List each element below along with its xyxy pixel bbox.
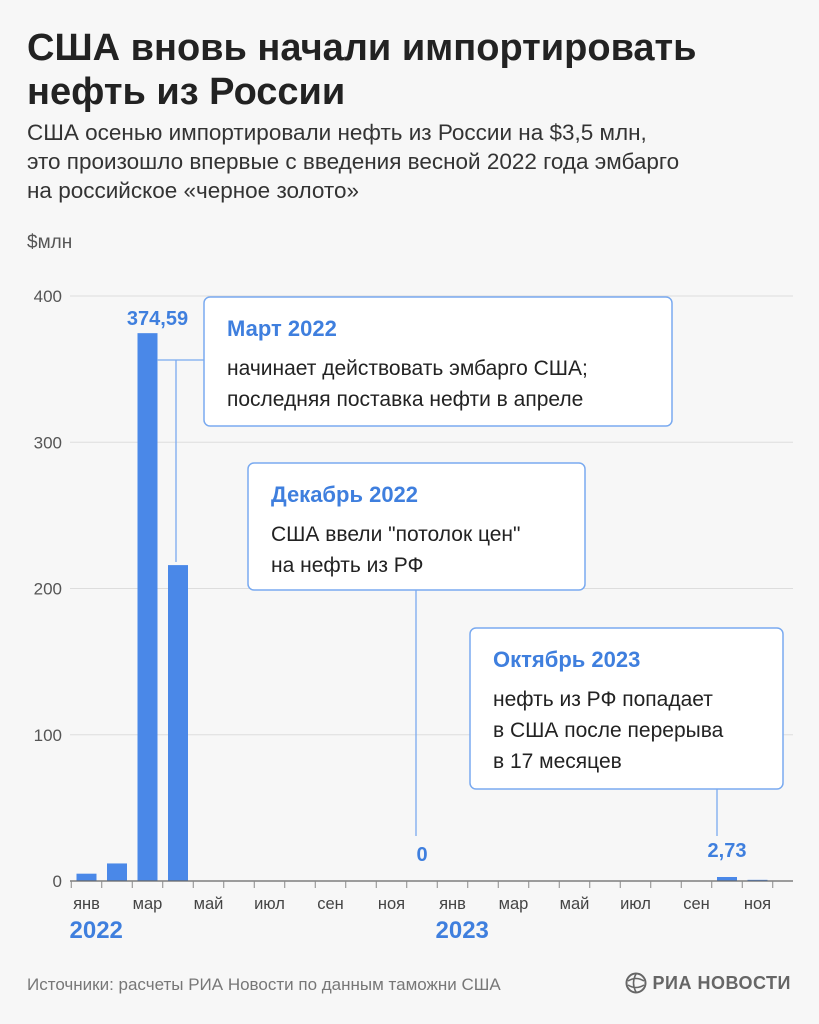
x-tick-label: сен — [317, 895, 344, 913]
year-label: 2023 — [435, 917, 489, 944]
bar — [138, 333, 158, 881]
y-tick-label: 300 — [33, 433, 62, 453]
logo-text: РИА НОВОСТИ — [652, 972, 791, 993]
bar — [77, 874, 97, 881]
x-tick-label: ноя — [743, 895, 772, 913]
x-tick-label: мар — [132, 895, 163, 913]
x-tick-label: июл — [254, 895, 285, 913]
annotation-text: нефть из РФ попадает — [493, 688, 713, 711]
year-label: 2022 — [69, 917, 123, 944]
annotation-text: начинает действовать эмбарго США; — [227, 357, 588, 380]
annotation-title: Март 2022 — [227, 316, 337, 341]
y-tick-label: 200 — [33, 579, 62, 599]
subtitle-line: США осенью импортировали нефть из России на $3,5 млн, — [27, 120, 647, 145]
annotation-text: последняя поставка нефти в апреле — [227, 388, 584, 411]
source-note: Источники: расчеты РИА Новости по данным таможни США — [27, 975, 501, 994]
y-tick-label: 400 — [33, 287, 62, 306]
x-tick-label: май — [559, 895, 590, 913]
subtitle-line: это произошло впервые с введения весной 2022 года эмбарго — [27, 149, 680, 174]
annotation-text: в США после перерыва — [493, 719, 724, 742]
annotation-text: на нефть из РФ — [271, 554, 424, 577]
annotation-title: Декабрь 2022 — [271, 482, 419, 507]
chart-title: США вновь начали импортировать нефть из России — [27, 27, 697, 113]
x-tick-label: сен — [683, 895, 710, 913]
annotation-title: Октябрь 2023 — [493, 647, 641, 672]
y-tick-label: 100 — [33, 725, 62, 745]
annotation-text: США ввели "потолок цен" — [271, 523, 521, 546]
ria-logo — [625, 972, 791, 994]
x-tick-label: июл — [620, 895, 651, 913]
ria-globe-icon — [625, 972, 647, 994]
x-tick-label: янв — [73, 895, 100, 913]
y-tick-label: 0 — [52, 872, 62, 891]
annotation-text: в 17 месяцев — [493, 750, 622, 773]
data-label: 374,59 — [126, 308, 189, 330]
data-label: 2,73 — [707, 840, 747, 863]
bar — [107, 863, 127, 881]
x-tick-label: ноя — [377, 895, 406, 913]
x-tick-label: мар — [498, 895, 529, 913]
subtitle-line: на российское «черное золото» — [27, 178, 360, 203]
y-axis-unit: $млн — [27, 232, 73, 253]
x-tick-label: янв — [439, 895, 466, 913]
data-label: 0 — [416, 844, 428, 866]
bar — [168, 565, 188, 881]
x-tick-label: май — [193, 895, 224, 913]
